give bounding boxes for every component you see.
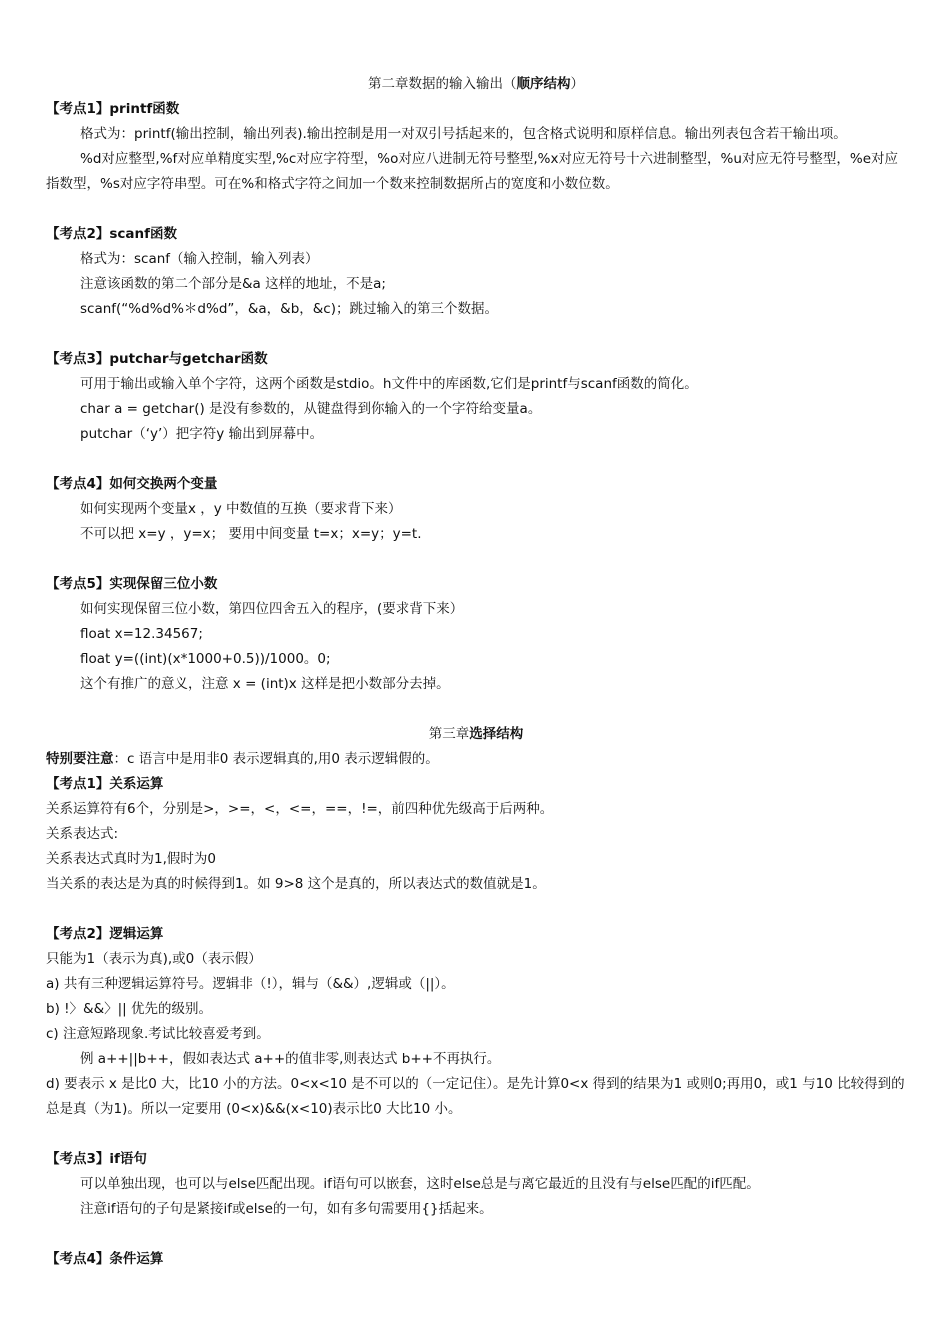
ch2-point-5-code-2: float y=((int)(x*1000+0.5))/1000。0;	[80, 651, 331, 667]
ch2-point-5-heading: 【考点5】实现保留三位小数	[46, 576, 218, 592]
ch2-point-3-line-2: char a = getchar() 是没有参数的，从键盘得到你输入的一个字符给变量a。	[80, 401, 542, 417]
ch3-special-note-label: 特别要注意	[46, 751, 114, 767]
ch3-point-2-line-4: c) 注意短路现象.考试比较喜爱考到。	[46, 1026, 270, 1042]
chapter-2-title	[46, 72, 906, 97]
ch3-point-2-line-6: d) 要表示 x 是比0 大，比10 小的方法。0<x<10 是不可以的（一定记住）。是先计算0<x 得到的结果为1 或则0;再用0，或1 与10 比较得到的总是真（为1)。所以一定要用 (0<x)&&(x<10)表示比0 大比10 小。	[46, 1076, 905, 1117]
ch3-point-2-heading: 【考点2】逻辑运算	[46, 926, 164, 942]
ch3-point-3-line-2: 注意if语句的子句是紧接if或else的一句，如有多句需要用{}括起来。	[80, 1201, 493, 1217]
ch2-point-1-paragraph-2: %d对应整型,%f对应单精度实型,%c对应字符型，%o对应八进制无符号整型,%x对应无符号十六进制整型，%u对应无符号整型，%e对应指数型，%s对应字符串型。可在%和格式字符之间加一个数来控制数据所占的宽度和小数位数。	[46, 151, 899, 192]
ch3-point-4-heading: 【考点4】条件运算	[46, 1251, 164, 1267]
ch3-special-note-text: ：c 语言中是用非0 表示逻辑真的,用0 表示逻辑假的。	[113, 751, 439, 767]
ch3-point-1-line-3: 关系表达式真时为1,假时为0	[46, 851, 216, 867]
ch2-point-2-heading: 【考点2】scanf函数	[46, 226, 178, 242]
chapter-2-title-bold: 顺序结构	[516, 76, 571, 92]
chapter-2-title-main: 第二章数据的输入输出（	[368, 76, 517, 92]
chapter-3-title-bold: 选择结构	[469, 726, 524, 742]
ch3-point-1-line-1: 关系运算符有6个，分别是>，>=，<，<=，==，!=，前四种优先级高于后两种。	[46, 801, 554, 817]
ch2-point-5-code-1: float x=12.34567;	[80, 626, 203, 642]
ch2-point-2-line-3: scanf(“%d%d%＊d%d”，&a，&b，&c)；跳过输入的第三个数据。	[80, 301, 498, 317]
ch2-point-3-line-3: putchar（‘y’）把字符y 输出到屏幕中。	[80, 426, 324, 442]
ch3-point-3-line-1: 可以单独出现，也可以与else匹配出现。if语句可以嵌套，这时else总是与离它最近的且没有与else匹配的if匹配。	[80, 1176, 760, 1192]
ch3-point-1-line-4: 当关系的表达是为真的时候得到1。如 9>8 这个是真的，所以表达式的数值就是1。	[46, 876, 546, 892]
ch2-point-3-line-1: 可用于输出或输入单个字符，这两个函数是stdio。h文件中的库函数,它们是printf与scanf函数的简化。	[80, 376, 698, 392]
ch3-point-2-line-5: 例 a++||b++，假如表达式 a++的值非零,则表达式 b++不再执行。	[80, 1051, 501, 1067]
ch2-point-3-heading: 【考点3】putchar与getchar函数	[46, 351, 268, 367]
ch3-special-note	[46, 747, 906, 772]
ch2-point-4-line-2: 不可以把 x=y ，y=x； 要用中间变量 t=x；x=y；y=t.	[80, 526, 422, 542]
ch2-point-4-heading: 【考点4】如何交换两个变量	[46, 476, 218, 492]
ch3-point-1-line-2: 关系表达式:	[46, 826, 119, 842]
ch2-point-1-heading: 【考点1】printf函数	[46, 101, 180, 117]
ch2-point-5-line-4: 这个有推广的意义，注意 x = (int)x 这样是把小数部分去掉。	[80, 676, 450, 692]
ch3-point-1-heading: 【考点1】关系运算	[46, 776, 164, 792]
document-page	[46, 72, 906, 1272]
ch3-point-2-line-3: b) !〉&&〉|| 优先的级别。	[46, 1001, 212, 1017]
chapter-2-title-close: ）	[570, 76, 584, 92]
ch2-point-1-paragraph-1: 格式为：printf(输出控制，输出列表).输出控制是用一对双引号括起来的，包含格式说明和原样信息。输出列表包含若干输出项。	[80, 126, 847, 142]
ch3-point-2-line-2: a) 共有三种逻辑运算符号。逻辑非（!），辑与（&&）,逻辑或（||）。	[46, 976, 455, 992]
ch2-point-4-line-1: 如何实现两个变量x ，y 中数值的互换（要求背下来）	[80, 501, 402, 517]
ch2-point-2-line-1: 格式为：scanf（输入控制，输入列表）	[80, 251, 319, 267]
ch2-point-5-line-1: 如何实现保留三位小数，第四位四舍五入的程序，(要求背下来）	[80, 601, 464, 617]
ch3-point-3-heading: 【考点3】if语句	[46, 1151, 147, 1167]
chapter-3-title	[46, 722, 906, 747]
ch2-point-2-line-2: 注意该函数的第二个部分是&a 这样的地址，不是a;	[80, 276, 386, 292]
chapter-3-title-main: 第三章	[428, 726, 470, 742]
ch3-point-2-line-1: 只能为1（表示为真),或0（表示假）	[46, 951, 262, 967]
